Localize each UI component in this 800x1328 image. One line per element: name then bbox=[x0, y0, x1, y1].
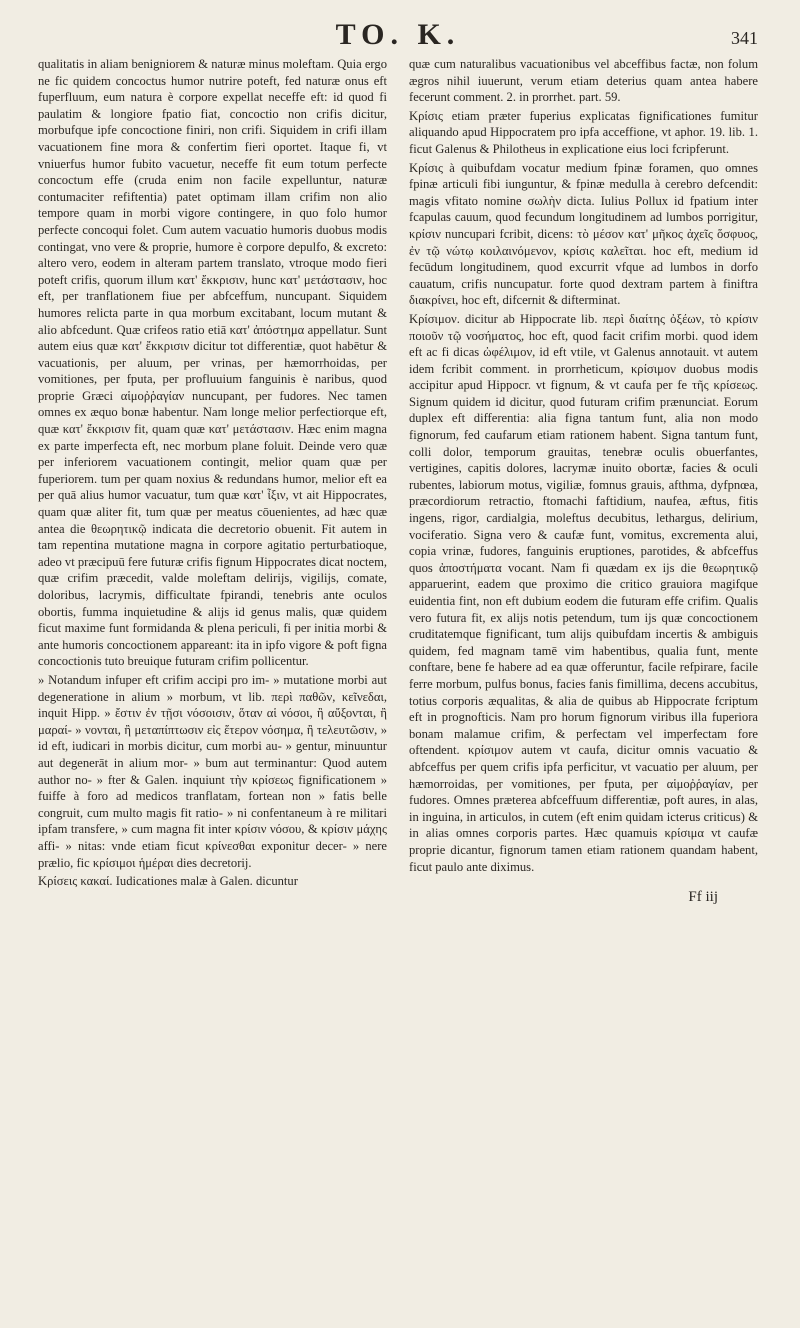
page-number: 341 bbox=[731, 28, 758, 48]
paragraph: » Notandum infuper eft crifim accipi pro im- » mutatione morbi aut degeneratione in alium » morbum, vt lib. περὶ παθῶν, κεῖνεδαι, inquit Hipp. » ἔστιν ἐν τῇσι νόσοισιν, ὅταν αἱ νόσοι, ἢ αὔξονται, ἢ μαραί- » νονται, ἢ μεταπίπτωσιν εἰς ἕτερον νόσημα, ἢ τελευτῶσιν, » id eft, iudicari in morbis dicitur, cum morbi au- » gentur, minuuntur aut degenerāt in alium mor- » bum aut terminantur: Quod autem author no- » fter & Galen. inquiunt τὴν κρίσεως fignificationem » fuiffe à foro ad medicos tranflatam, fortean non » fatis belle congruit, cum multo magis fit ratio- » ni confentaneum à re militari ipfam transfere, » cum magna fit inter κρίσιν νόσου, & κρίσιν μάχης affi- » nitas: vnde etiam ficut κρίνεσθαι exponitur decer- » nere prælio, fic κρίσιμοι ἡμέραι dies decretorij. bbox=[38, 672, 387, 870]
paragraph: Κρίσιμον. dicitur ab Hippocrate lib. περὶ διαίτης ὀξέων, τὸ κρίσιν ποιοῦν τῷ νοσήματος, hoc eft, quod facit crifim morbi. quod idem eft ac fi dicas ὠφέλιμον, id eft vtile, vt Galenus annotauit. vt autem idem fcribit comment. in prorrheticum, κρίσιμον duobus modis accipitur apud Hippocr. vt fignum, & vt caufa per fe τῆς κρίσεως. Signum quidem id dicitur, quod futuram crifim prænunciat. Eorum duplex eft differentia: alia figna tantum funt, alia non modo fignorum, fed caufarum etiam rationem habent. Signa tantum funt, colli dolor, temporum grauitas, tenebræ oculis obuerfantes, vertigines, capitis dolores, lacrymæ inuito obortæ, facies & oculi rubentes, labiorum motus, vigiliæ, fomnus grauis, afthma, dyfpnœa, præcordiorum retractio, ftomachi faftidium, naufea, æftus, fitis ingens, rigor, cardialgia, moleftus decubitus, lethargus, delirium, vociferatio. Signa vero & caufæ funt, vomitus, excrementa alui, copia vrinæ, fudores, fanguinis eruptiones, parotides, & abfceffus quos ἀποστήματα vocant. Nam fi quædam ex ijs die θεωρητικῷ apparuerint, eadem que proximo die critico grauiora magifque euidentia fint, non eft dubium eodem die futuram effe crifim. Qualis vero futura fit, ex alijs notis petendum, tum ijs quæ concoctionem cruditatemque fignificant, tum alijs quibufdam incertis & ambiguis quidem, fed magnam tamē vim habentibus, qualia funt, mente conftare, bene fe habere ad ea quæ offeruntur, facile refpirare, facile ferre morbum, pulfus bonus, facies fanis fimillima, decens accubitus, totius corporis æqualitas, & alia de quibus ab Hippocrate fcriptum eft in prognofticis. Nam pro horum fignorum viribus illa fuperiora bonam malamue crifim, & perfectam vel imperfectam fore oftendent. κρίσιμον autem vt caufa, dicitur omnis vacuatio & abfceffus per quem crifis ipfa perficitur, vt vacuatio per aluum, per hæmorroidas, per vomitiones, per fputa, per αἱμοῤῥαγίαν, per fudores. Omnes præterea abfceffuum differentiæ, poft aures, in alas, in inguina, in articulos, in cutem (eft enim quidam icterus criticus) & in alias omnes corporis partes. Hæc quamuis κρίσιμα vt caufæ proprie dicantur, fignorum tamen etiam rationem quandam habent, ficut paulo ante diximus. bbox=[409, 311, 758, 874]
paragraph: Κρίσις etiam præter fuperius explicatas fignificationes fumitur aliquando apud Hippocratem pro ipfa acceffione, vt aphor. 19. lib. 1. ficut Galenus & Philotheus in explicatione eius loci fcripferunt. bbox=[409, 108, 758, 156]
paragraph: Κρίσεις κακαί. Iudicationes malæ à Galen. dicuntur bbox=[38, 874, 298, 889]
paragraph: qualitatis in aliam benigniorem & naturæ minus moleftam. Quia ergo ne fic quidem concoctus humor nutrire poteft, fed naturæ onus eft fuperfluum, eum natura è corpore expellat neceffe eft: id quod fi paulatim & longiore fpatio fiat, concoctio non crifis dicitur, morbufque ipfe concoctione finiri, non crifi. Siquidem in crifi illam vacuationem fine mora & confertim fieri oportet. Itaque fi, vt vniuerfus humor fubito vacuetur, neceffe fit eum totum perfecte concoctum effe (cruda enim non facile expelluntur, naturæ contumaciter refiftentia) patet optimam illam crifim non alio tempore quam in morbi vigore contingere, in quo folo humor perfecte concoqui folet. Cum autem vacuatio humoris duobus modis contingat, vno vere & proprie, humore è corpore depulfo, & excreto: altero vero, eodem in alteram partem translato, vtroque modo fieri poteft crifis, quorum illum κατ' ἔκκρισιν, hunc κατ' μετάστασιν, hoc eft, per tranflationem fiue per abfceffum, nuncupant. Siquidem humores relicta parte in qua morbum excitabant, locum mutant & alio abfcedunt. Quæ crifeos ratio etiā κατ' ἀπόστημα appellatur. Sunt autem eius quæ κατ' ἔκκρισιν dicitur tot differentiæ, quot habētur & vacuationis, per aluum, per vrinas, per hæmorrhoidas, per vomitiones, per fputa, per profluuium fanguinis è naribus, quod proprie Græci αἱμοῤῥαγίαν nuncupant, per fudores. Nec tamen omnes ex æquo bonæ habentur. Nam longe melior perfectiorque eft, quæ κατ' ἔκκρισιν fit, quam quæ κατ' μετάστασιν. Hæc enim magna ex parte imperfecta eft, nec morbum plane foluit. Deinde vero quæ per inferiorem vacuationem contingit, melior quam quæ per fuperiorem. tum per quam noxius & redundans humor, melior eft ea per quā alius humor vacuatur, tum quæ κατ' ἶξιν, vt ait Hippocrates, quam quæ aliter fit, tum quæ per meatus cōuenientes, ad hæc quæ antea die θεωρητικῷ indicata die decretorio obuenit. Fit autem in tam repentina mutatione magna in corpore agitatio perturbatioque, adeo vt præcipuū fere futuræ crifis fignum Hippocrates dicat noctem, quæ crifim præcedit, valde moleftam delirijs, vigilijs, comate, doloribus, lacrymis, difficultate fpirandi, tenebris ante oculos obortis, fumma inquietudine & alijs id genus malis, quæ quidem ficut maxime funt formidanda & plena periculi, fi per initia morbi & ante humoris concoctionem appareant: ita in ipfo vigore & poft figna concoctionis tuto breuique futuram crifim pollicentur. bbox=[38, 57, 388, 669]
left-column bbox=[38, 56, 387, 906]
paragraph: quæ cum naturalibus vacuationibus vel abceffibus factæ, non folum ægros nihil iuuerunt, verum etiam deterius quam antea habere fecerunt comment. 2. in prorrhet. part. 59. bbox=[409, 57, 758, 105]
paragraph: Κρίσις à quibufdam vocatur medium fpinæ foramen, quo omnes fpinæ articuli fibi iunguntur, & fpinæ medulla à cerebro defcendit: magis vfitato nomine σωλὴν dicta. Iulius Pollux id fpatium inter fcapulas cauum, quod fecundum longitudinem ad lumbos porrigitur, κρίσιν nuncupari fcribit, dicens: τὸ μέσον κατ' μῆκος ἀχεῖς ὅσφυος, ἐν τῷ νώτῳ κοιλαινόμενον, κρίσις καλεῖται. hoc eft, medium id fecūdum longitudinem, quod excurrit vfque ad lumbos in dorfo cauatum, crifis nuncupatur. forte quod dextram partem à finiftra διακρίνει, hoc eft, difcernit & difterminat. bbox=[409, 160, 758, 308]
running-head-title: TO. K. bbox=[335, 18, 461, 51]
running-head bbox=[38, 14, 758, 54]
two-column-body bbox=[38, 56, 758, 906]
right-column bbox=[409, 56, 758, 906]
signature-mark: Ff iij bbox=[688, 889, 718, 906]
